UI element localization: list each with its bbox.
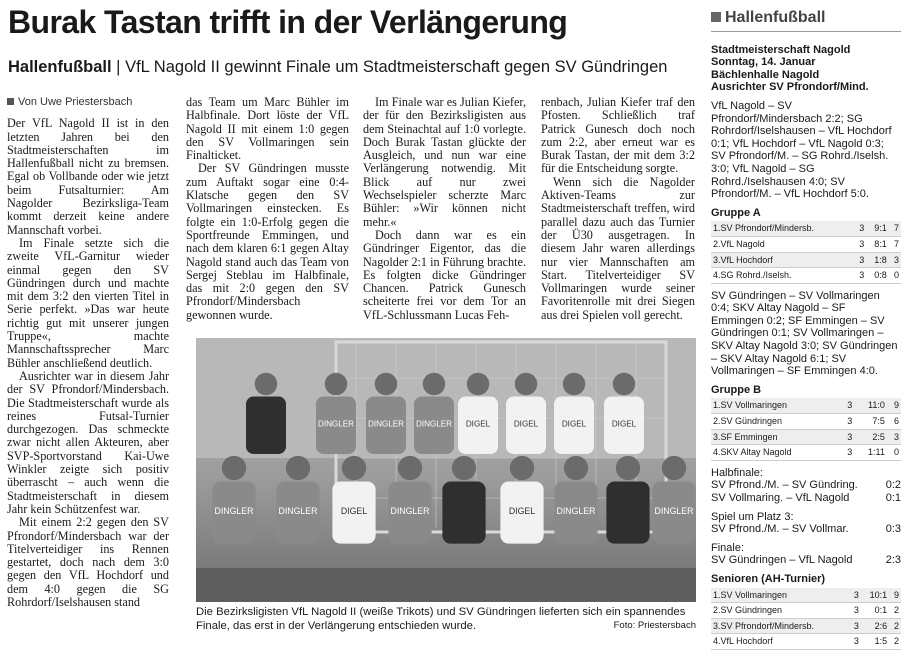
table-cell: 3	[854, 236, 866, 252]
results-sidebar	[711, 9, 901, 656]
table-cell: 0	[887, 445, 901, 461]
semis-title: Halbfinale:	[711, 466, 763, 479]
table-cell: 3.SF Emmingen	[711, 429, 840, 445]
paragraph: das Team um Marc Bühler im Halbfinale. Dort löste der VfL Nagold II mit einem 1:0 gegen den SV Vollmaringen sein Finalticket.	[186, 95, 349, 163]
table-cell: 9:1	[866, 221, 888, 236]
player-figure	[442, 456, 485, 544]
table-row	[711, 634, 901, 650]
player-figure	[388, 456, 431, 544]
article-column-3	[363, 96, 526, 322]
table-cell: 1.SV Vollmaringen	[711, 398, 840, 413]
table-row	[711, 398, 901, 413]
table-cell: 2:5	[854, 429, 887, 445]
headline: Burak Tastan trifft in der Verlängerung	[8, 4, 568, 40]
title-square-icon	[711, 12, 721, 22]
table-row	[711, 221, 901, 236]
table-cell: 4.VfL Hochdorf	[711, 634, 849, 650]
event-info: Stadtmeisterschaft Nagold Sonntag, 14. Januar Bächlenhalle Nagold Ausrichter SV Pfrondorf/Mind.	[711, 43, 869, 94]
table-cell: 2.SV Gündringen	[711, 603, 849, 619]
table-row	[711, 236, 901, 252]
paragraph: Wenn sich die Nagolder Aktiven-Teams zur Stadtmeisterschaft treffen, wird parallel dazu auch das Turnier der Ü30 ausgetragen. In diesem Jahr waren allerdings nur vier Mannschaften am Start. Titelverteidiger SV Vollmaringen wurde seiner Favoritenrolle mit drei Siegen aus drei Spielen voll gerecht.	[541, 174, 695, 322]
table-cell: 4.SKV Altay Nagold	[711, 445, 840, 461]
subline-text: VfL Nagold II gewinnt Finale um Stadtmeisterschaft gegen SV Gündringen	[125, 58, 668, 76]
table-cell: 2	[889, 618, 901, 634]
table-cell: 3	[887, 429, 901, 445]
svg-text:DINGLER: DINGLER	[214, 505, 254, 516]
svg-text:DINGLER: DINGLER	[317, 419, 355, 429]
final-title: Finale:	[711, 541, 745, 554]
table-cell: 9	[887, 398, 901, 413]
paragraph: Im Finale setzte sich die zweite VfL-Garnitur wieder einmal gegen den SV Gündringen durch und machte mit dem 3:2 den vierten Titel in Serie perfekt. »Das war heute richtig gut mit unserer jungen Truppe«, machte Mannschaftssprecher Marc Bühler anschließend deutlich.	[7, 235, 169, 370]
subline-kicker: Hallenfußball	[8, 58, 112, 76]
paragraph: renbach, Julian Kiefer traf den Pfosten. Schließlich traf Patrick Gunesch doch noch zum 2:2, aber erneut war es Burak Tastan, der mit dem 3:2 für die Entscheidung sorgte.	[541, 95, 695, 176]
svg-text:DINGLER: DINGLER	[278, 505, 318, 516]
photo-caption: Die Bezirksligisten VfL Nagold II (weiße Trikots) und SV Gündringen lieferten sich ein spannendes Finale, das erst in der Verlängerung entschieden wurde. Foto: Priestersbach	[196, 606, 696, 632]
table-cell: 3	[854, 268, 866, 284]
third-place-match: SV Pfrond./M. – SV Vollmar. 0:3	[711, 523, 901, 536]
table-row	[711, 252, 901, 268]
article-column-2	[186, 96, 349, 322]
subline-separator: |	[111, 58, 126, 76]
group-a-table	[711, 221, 901, 283]
table-cell: 1:8	[866, 252, 888, 268]
team-photo	[196, 338, 696, 602]
byline: Von Uwe Priestersbach	[7, 96, 169, 109]
table-cell: 3	[840, 398, 854, 413]
table-cell: 3	[854, 221, 866, 236]
table-row	[711, 414, 901, 430]
paragraph: Im Finale war es Julian Kiefer, der für den Bezirksligisten aus dem Steinachtal auf 1:0 vorlegte. Doch Burak Tastan glückte der Ausgleich, und nun war eine Verlängerung notwendig. Mit Blick auf nur zwei Wechselspieler scherzte Marc Bühler: »Wir können nicht mehr.«	[363, 95, 526, 229]
player-figure	[554, 456, 597, 544]
table-cell: 10:1	[861, 588, 889, 603]
group-a-results: VfL Nagold – SV Pfrondorf/Mindersbach 2:2; SG Rohrdorf/Iselshausen – VfL Hochdorf 0:1; VfL Hochdorf – VfL Nagold 0:3; SV Pfrondorf/M. – SG Rohrd./Iselsh. 3:0; VfL Nagold – SG Rohrd./Iselshausen 4:0; SV Pfrondorf/M. – VfL Hochdorf 5:0.	[711, 99, 892, 201]
semi-2: SV Vollmaring. – VfL Nagold 0:1	[711, 492, 901, 504]
group-b-title: Gruppe B	[711, 383, 762, 396]
table-row	[711, 588, 901, 603]
table-cell: 3	[840, 414, 854, 430]
photo-credit: Foto: Priestersbach	[613, 620, 696, 631]
table-cell: 7	[889, 221, 901, 236]
table-cell: 0	[889, 268, 901, 284]
svg-text:DINGLER: DINGLER	[415, 419, 453, 429]
table-cell: 2.SV Gündringen	[711, 414, 840, 430]
table-cell: 3.VfL Hochdorf	[711, 252, 854, 268]
table-cell: 2	[889, 634, 901, 650]
sidebar-title: Hallenfußball	[711, 12, 901, 32]
player-figure	[500, 456, 543, 544]
table-cell: 1:5	[861, 634, 889, 650]
paragraph: Der SV Gündringen musste zum Auftakt sogar eine 0:4-Klatsche gegen den SV Vollmaringen einstecken. Es folgte ein 1:0-Erfolg gegen die Sportfreunde Emmingen, und nach dem klaren 6:1 gegen Altay Nagold stand auch das Team von Sergej Steblau im Halbfinale, das mit 2:0 gegen den SV Pfrondorf/Mindersbach gewonnen wurde.	[186, 161, 349, 322]
table-cell: 3	[849, 618, 861, 634]
table-row	[711, 445, 901, 461]
table-cell: 3	[889, 252, 901, 268]
paragraph: Mit einem 2:2 gegen den SV Pfrondorf/Mindersbach war der Titelverteidiger ins Rennen gestartet, doch nach dem 3:0 gegen den VfL Hochdorf und dem 4:0 gegen die SG Rohrdorf/Iselshausen stand	[7, 515, 169, 609]
table-cell: 1.SV Pfrondorf/Mindersb.	[711, 221, 854, 236]
svg-text:DINGLER: DINGLER	[556, 505, 596, 516]
table-cell: 1:11	[854, 445, 887, 461]
subline	[8, 58, 667, 77]
team-photo-illustration	[196, 338, 696, 602]
table-row	[711, 618, 901, 634]
paragraph: Der VfL Nagold II ist in den letzten Jahren bei den Stadtmeisterschaften im Hallenfußball nicht zu bremsen. Egal ob Vollbande oder wie jetzt beim Futsalturnier: Am Nagolder Bezirksliga-Team kommt derzeit keine andere Mannschaft vorbei.	[7, 116, 169, 237]
article-column-1	[7, 96, 169, 609]
table-cell: 8:1	[866, 236, 888, 252]
table-cell: 6	[887, 414, 901, 430]
group-a-title: Gruppe A	[711, 206, 761, 219]
paragraph: Ausrichter war in diesem Jahr der SV Pfrondorf/Mindersbach. Die Stadtmeisterschaft wurde als reines Futsal-Turnier durchgezogen. Das schmeckte zwar nicht allen Akteuren, aber SVP-Sportvorstand Kai-Uwe Winkler zeigte sich positiv überrascht – auch wenn die Stadtmeisterschaft in diesem Jahr kein Schützenfest war.	[7, 368, 169, 516]
table-row	[711, 603, 901, 619]
svg-text:DIGEL: DIGEL	[561, 419, 587, 429]
seniors-table	[711, 588, 901, 650]
group-b-table	[711, 398, 901, 460]
table-cell: 2	[889, 603, 901, 619]
byline-square-icon	[7, 98, 14, 105]
table-cell: 11:0	[854, 398, 887, 413]
table-cell: 4.SG Rohrd./Iselsh.	[711, 268, 854, 284]
table-cell: 9	[889, 588, 901, 603]
third-place-title: Spiel um Platz 3:	[711, 510, 794, 523]
player-figure	[276, 456, 319, 544]
svg-text:DIGEL: DIGEL	[611, 419, 637, 429]
table-cell: 3	[840, 429, 854, 445]
article-column-4	[541, 96, 695, 322]
table-cell: 3	[840, 445, 854, 461]
table-row	[711, 268, 901, 284]
player-figure	[652, 456, 695, 544]
svg-text:DIGEL: DIGEL	[465, 419, 491, 429]
seniors-title: Senioren (AH-Turnier)	[711, 572, 826, 585]
svg-text:DIGEL: DIGEL	[513, 419, 539, 429]
table-row	[711, 429, 901, 445]
player-figure	[212, 456, 255, 544]
table-cell: 3	[849, 588, 861, 603]
table-cell: 1.SV Vollmaringen	[711, 588, 849, 603]
table-cell: 7:5	[854, 414, 887, 430]
player-figure	[332, 456, 375, 544]
table-cell: 0:8	[866, 268, 888, 284]
table-cell: 0:1	[861, 603, 889, 619]
svg-text:DINGLER: DINGLER	[390, 505, 430, 516]
svg-text:DINGLER: DINGLER	[367, 419, 405, 429]
player-figure	[606, 456, 649, 544]
table-cell: 3	[849, 634, 861, 650]
svg-text:DIGEL: DIGEL	[508, 505, 536, 516]
table-cell: 3	[849, 603, 861, 619]
hall-floor	[196, 568, 696, 602]
svg-text:DINGLER: DINGLER	[654, 505, 694, 516]
svg-text:DIGEL: DIGEL	[340, 505, 368, 516]
table-cell: 3.SV Pfrondorf/Mindersb.	[711, 618, 849, 634]
table-cell: 3	[854, 252, 866, 268]
paragraph: Doch dann war es ein Gündringer Eigentor, das die Nagolder 2:1 in Führung brachte. Es folgten dicke Gündringer Chancen. Patrick Gunesch scheiterte frei vor dem Tor an VfL-Schlussmann Lucas Feh-	[363, 227, 526, 322]
table-cell: 2:6	[861, 618, 889, 634]
table-cell: 2.VfL Nagold	[711, 236, 854, 252]
semi-1: SV Pfrond./M. – SV Gündring. 0:2	[711, 479, 901, 492]
table-cell: 7	[889, 236, 901, 252]
final-match: SV Gündringen – VfL Nagold 2:3	[711, 554, 901, 567]
group-b-results: SV Gündringen – SV Vollmaringen 0:4; SKV Altay Nagold – SF Emmingen 0:2; SF Emmingen – SV Gündringen 0:1; SV Vollmaringen – SKV Altay Nagold 3:0; SV Gündringen – SKV Altay Nagold 6:1; SV Vollmaringen – SF Emmingen 4:0.	[711, 289, 898, 378]
front-row	[212, 456, 695, 544]
